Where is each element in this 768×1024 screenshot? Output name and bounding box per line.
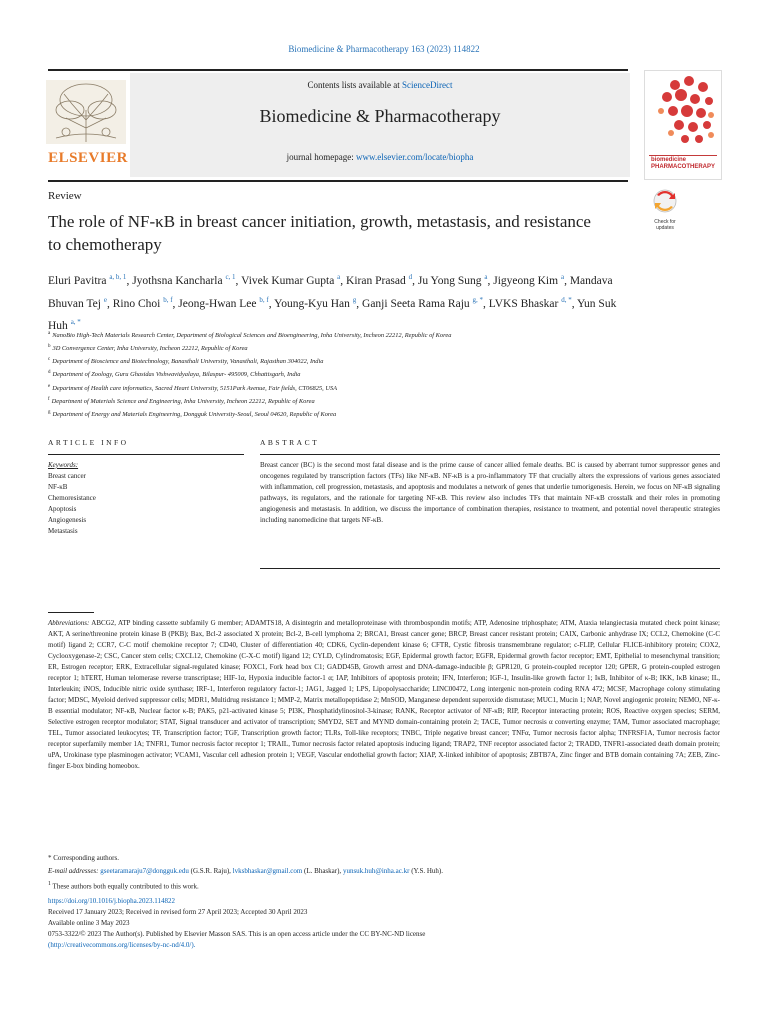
author-affil-marks: e: [103, 295, 107, 304]
affiliation-mark: c: [48, 357, 51, 363]
affiliation-text: Department of Materials Science and Engineering, Inha University, Incheon 22212, Republic of Korea: [51, 397, 315, 405]
author-name[interactable]: LVKS Bhaskar $^{d, *}$: [488, 295, 572, 310]
article-type: Review: [48, 190, 82, 202]
article-info-rule: [48, 454, 244, 455]
affiliation-item: [48, 341, 668, 354]
affiliation-mark: a: [48, 331, 51, 336]
author-name[interactable]: Yun Suk Huh $^{a, *}$: [48, 297, 617, 333]
keyword-item: Apoptosis: [48, 505, 77, 513]
contents-availability: [130, 80, 630, 90]
author-list: Eluri Pavitra $^{a, b, 1}$, Jyothsna Kancharla $^{c, 1}$, Vivek Kumar Gupta $^a$, Kiran Prasad $^d$, Ju Yong Sung $^a$, Jigyeong Kim $^a$, Mandava Bhuvan Tej $^e$, Rino Choi $^{b, f}$, Jeong-Hwan Lee $^{b, f}$, Young-Kyu Han $^g$, Ganji Seeta Rama Raju $^{g, *}$, LVKS Bhaskar $^{d, *}$, Yun Suk Huh $^{a, *}$: [48, 273, 617, 333]
affiliation-text: 3D Convergence Center, Inha University, Incheon 22212, Republic of Korea: [52, 345, 248, 353]
affiliation-item: [48, 354, 668, 367]
affiliation-item: [48, 328, 668, 341]
author-name[interactable]: Eluri Pavitra $^{a, b, 1}$: [48, 273, 127, 287]
publisher-logo-text: ELSEVIER: [48, 150, 128, 166]
affiliation-text: Department of Zoology, Guru Ghasidas Vishwavidyalaya, Bilaspur- 495009, Chhattisgarh, India: [52, 371, 301, 379]
contents-prefix: Contents lists available at: [307, 80, 402, 90]
author-name[interactable]: Mandava Bhuvan Tej $^e$: [48, 274, 613, 310]
homepage-prefix: journal homepage:: [286, 152, 357, 162]
abbreviations-footnote: [48, 618, 720, 772]
article-title: The role of NF-κB in breast cancer initiation, growth, metastasis, and resistance to chemotherapy: [48, 212, 591, 254]
author-affil-marks: d: [408, 273, 413, 281]
homepage-link[interactable]: www.elsevier.com/locate/biopha: [356, 152, 474, 162]
email-line: [48, 865, 720, 878]
affiliation-mark: b: [48, 344, 51, 350]
author-name[interactable]: Jyothsna Kancharla $^{c, 1}$: [132, 273, 236, 287]
keywords-label: Keywords:: [48, 461, 79, 469]
keyword-item: Metastasis: [48, 527, 78, 535]
abbreviations-text: ABCG2, ATP binding cassette subfamily G member; ADAMTS18, A disintegrin and metalloproteinase with thrombospondin motifs; ATP, Adenosine triphosphate; ATM, Ataxia telangiectasia mutated check point kinase; AKT, A serine/threonine protein kinase B (PKB); Bax, Bcl-2 associated X protein; Bcl-2, B-cell lymphoma 2; BRCA1, Breast cancer gene; BRCP, Breast cancer resistant protein; CAIX, Carbonic anhydrase IX; CCL2, Chemokine (C-C motif) ligand 2; CCR7, C-C motif chemokine receptor 7; CD40, Cluster of differentiation 40; CDK6, Cyclin-dependent kinase 6; CFTR, Cystic fibrosis transmembrane regulator; c-FLIP, Cellular FLICE-inhibitory protein; COX2, Cyclooxygenase-2; CSC, Cancer stem cells; CXCL12, Chemokine (C-X-C motif) ligand 12; CYLD, Cylindromatosis; EGF, Epidermal growth factor; EGFR, Epidermal growth factor receptor; EMT, Epithelial to mesenchymal transition; ER, Estrogen receptor; ERK, Extracellular signal-regulated kinase; FOXC1, Fork head box C1; GADD45B, Growth arrest and DNA-damage-inducible β; GPR120, G protein-coupled receptor 120; GPER, G protein-coupled estrogen receptor 1; hTERT, Human telomerase reverse transcriptase; HIF-1α, Hypoxia inducible factor-1 α; IAP, Inhibitors of apoptosis protein; IFN, Interferon; IGF-1, Insulin-like growth factor 1; IκB, Inhibitor of κ-B; IKK, IκB kinase; IL, Interleukin; iNOS, Inducible nitric oxide synthase; IRF-1, Interferon regulatory factor-1; JAG1, Jagged 1; LPS, Lipopolysaccharide; LINC00472, Long intergenic non-protein coding RNA 472; MCSF, Macrophage colony stimulating factor; MDSC, Myeloid derived suppressor cells; MDR1, Multidrug resistance 1; MMP-2, Matrix metallopeptidase 2; MnSOD, Manganese dependent superoxide dismutase; MUC1, Mucin 1; NAP, Novel angiogenic protein; NEMO, NF-κ-B essential modulator; NF-κB, Nuclear factor κ-B; PAK5, p21-activated kinase 5; PI3K, Phosphatidylinositol-3-kinase; RANK, Receptor activator of NF-κB; RIP, Receptor interacting protein; ROS, Reactive oxygen species; SERM, Selective estrogen receptor modulator; STAT, Signal transducer and activator of transcription; SMYD2, SET and MYND domain-containing protein 2; TACE, Tumor necrosis α converting enzyme; TAM, Tumor associated macrophage; TEL, Tumor associated leukocytes; TF, Transcription factor; TGF, Transcription growth factor; TLRs, Toll-like receptors; TNBC, Triple negative breast cancer; TNFα, Tumor necrosis factor alpha; TNFRSF1A, Tumor necrosis factor receptor superfamily member 1A; TNFR1, Tumor necrosis factor receptor 1; TRAIL, Tumor necrosis factor related apoptosis inducing ligand; TRAP2, TNF receptor associated factor 2; TRADD, TNFR1-associated death domain protein; uPA, Urokinase type plasminogen activator; VCAM1, Vascular cell adhesion protein 1; VEGF, Vascular endothelial growth factor; XIAP, X-linked inhibitor of apoptosis; ZBTB7A, Zinc finger and BTB domain containing 7A; ZEB, Zinc-finger E-box binding homeobox.: [48, 619, 720, 770]
received-dates: Received 17 January 2023; Received in revised form 27 April 2023; Accepted 30 April 2023: [48, 908, 308, 916]
email-who-bhaskar: (L. Bhaskar),: [302, 867, 343, 875]
journal-citation[interactable]: Biomedicine & Pharmacotherapy 163 (2023) 114822: [288, 44, 480, 54]
author-name[interactable]: Jeong-Hwan Lee $^{b, f}$: [178, 295, 269, 310]
footnote-rule: [48, 612, 94, 613]
abstract-rule: [260, 454, 720, 455]
author-affil-marks: b, f: [163, 295, 173, 304]
author-affil-marks: g: [352, 295, 357, 304]
abstract-heading: ABSTRACT: [260, 438, 320, 447]
journal-cover: [644, 70, 722, 180]
abstract-text: Breast cancer (BC) is the second most fatal disease and is the prime cause of cancer allied female deaths. BC is caused by aberrant tumor suppressor genes and oncogenes regulated by transcription factors (TFs) like NF-κB. NF-κB is a pro-inflammatory TF that crucially alters the expressions of various genes associated with inflammation, cell progression, metastasis, and apoptosis and modulates a network of genes that underlie tumorigenesis. Herein, we focus on NF-κB signaling pathways, its regulators, and the rationale for targeting NF-κB. This review also includes TFs that maintain NF-κB crosstalk and their roles in promoting angiogenesis and metastasis. In addition, we discuss the importance of combination therapies, resistance to treatment, and potential novel therapeutic strategies including nanomedicine that targets NF-κB.: [260, 461, 720, 524]
article-info-heading: ARTICLE INFO: [48, 438, 129, 447]
author-name[interactable]: Vivek Kumar Gupta $^a$: [241, 273, 341, 287]
cover-title: biomedicine PHARMACOTHERAPY: [651, 157, 716, 170]
email-link-bhaskar[interactable]: lvksbhaskar@gmail.com: [232, 867, 303, 875]
keyword-item: Angiogenesis: [48, 516, 87, 524]
affiliation-mark: g: [48, 409, 51, 415]
author-name[interactable]: Ganji Seeta Rama Raju $^{g, *}$: [362, 295, 484, 310]
affiliation-mark: f: [48, 396, 50, 402]
affiliation-item: [48, 381, 668, 394]
equal-contribution-note: [48, 878, 720, 893]
author-affil-marks: g, *: [472, 295, 484, 304]
email-label: E-mail addresses:: [48, 867, 101, 875]
affiliation-text: NanoBio High-Tech Materials Research Center, Department of Biological Sciences and Bioengineering, Inha University, Incheon 22212, Republic of Korea: [52, 332, 452, 340]
affiliation-text: Department of Energy and Materials Engineering, Dongguk University-Seoul, Seoul 04620, Republic of Korea: [52, 410, 337, 418]
affiliation-item: [48, 394, 668, 407]
affiliation-text: Department of Bioscience and Biotechnology, Banasthali University, Vanasthali, Rajasthan 304022, India: [52, 358, 324, 366]
keywords-list: [48, 471, 228, 537]
author-affil-marks: a, *: [70, 318, 81, 327]
journal-homepage: [130, 152, 630, 162]
abstract-bottom-rule: [260, 568, 720, 569]
license-link[interactable]: (http://creativecommons.org/licenses/by-nc-nd/4.0/).: [48, 941, 196, 949]
corresponding-note: * Corresponding authors.: [48, 854, 119, 862]
email-who-huh: (Y.S. Huh).: [409, 867, 443, 875]
affiliations: [48, 328, 668, 420]
check-updates-label: [648, 219, 682, 231]
header-bottom-rule: [48, 180, 628, 182]
author-name[interactable]: Ju Yong Sung $^a$: [417, 273, 488, 287]
author-name[interactable]: Rino Choi $^{b, f}$: [112, 295, 173, 310]
check-updates-icon: [648, 188, 682, 214]
author-affil-marks: a, b, 1: [109, 273, 127, 281]
affiliation-mark: e: [48, 383, 51, 389]
article-footer: [48, 896, 720, 951]
keyword-item: Chemoresistance: [48, 494, 96, 502]
license-text: 0753-3322/© 2023 The Author(s). Published by Elsevier Masson SAS. This is an open access article under the CC BY-NC-ND license: [48, 930, 426, 938]
author-affil-marks: a: [484, 273, 488, 281]
check-for-updates-badge[interactable]: [648, 188, 682, 232]
author-affil-marks: b, f: [259, 295, 269, 304]
author-affil-marks: a: [337, 273, 341, 281]
affiliation-item: [48, 407, 668, 420]
email-link-huh[interactable]: yunsuk.huh@inha.ac.kr: [342, 867, 410, 875]
equal-contribution-text: These authors both equally contributed to this work.: [52, 882, 199, 891]
equal-contribution-mark: 1: [48, 881, 51, 887]
author-affil-marks: d, *: [561, 295, 572, 304]
sciencedirect-link[interactable]: ScienceDirect: [402, 80, 453, 90]
keyword-item: Breast cancer: [48, 472, 86, 480]
affiliation-text: Department of Health care informatics, Sacred Heart University, 5151Park Avenue, Fair fields, CT06825, USA: [52, 384, 338, 392]
author-name[interactable]: Young-Kyu Han $^g$: [274, 295, 357, 310]
email-who-raju: (G.S.R. Raju),: [188, 867, 233, 875]
author-affil-marks: c, 1: [225, 273, 236, 281]
affiliation-mark: d: [48, 370, 51, 376]
check-updates-line2: updates: [656, 225, 674, 231]
keywords-block: [48, 460, 228, 537]
check-updates-line1: Check for: [654, 219, 676, 225]
author-name[interactable]: Kiran Prasad $^d$: [346, 273, 413, 287]
header-top-rule: [48, 69, 628, 71]
author-notes: [48, 852, 720, 893]
author-name[interactable]: Jigyeong Kim $^a$: [493, 273, 565, 287]
available-online: Available online 3 May 2023: [48, 919, 130, 927]
abbreviations-label: Abbreviations:: [48, 619, 90, 627]
email-link-raju[interactable]: gseetaramaraju7@dongguk.edu: [100, 867, 189, 875]
author-affil-marks: a: [560, 273, 565, 281]
journal-title: Biomedicine & Pharmacotherapy: [259, 106, 501, 126]
doi-link[interactable]: https://doi.org/10.1016/j.biopha.2023.114822: [48, 897, 175, 905]
keyword-item: NF-κB: [48, 483, 68, 491]
affiliation-item: [48, 367, 668, 380]
